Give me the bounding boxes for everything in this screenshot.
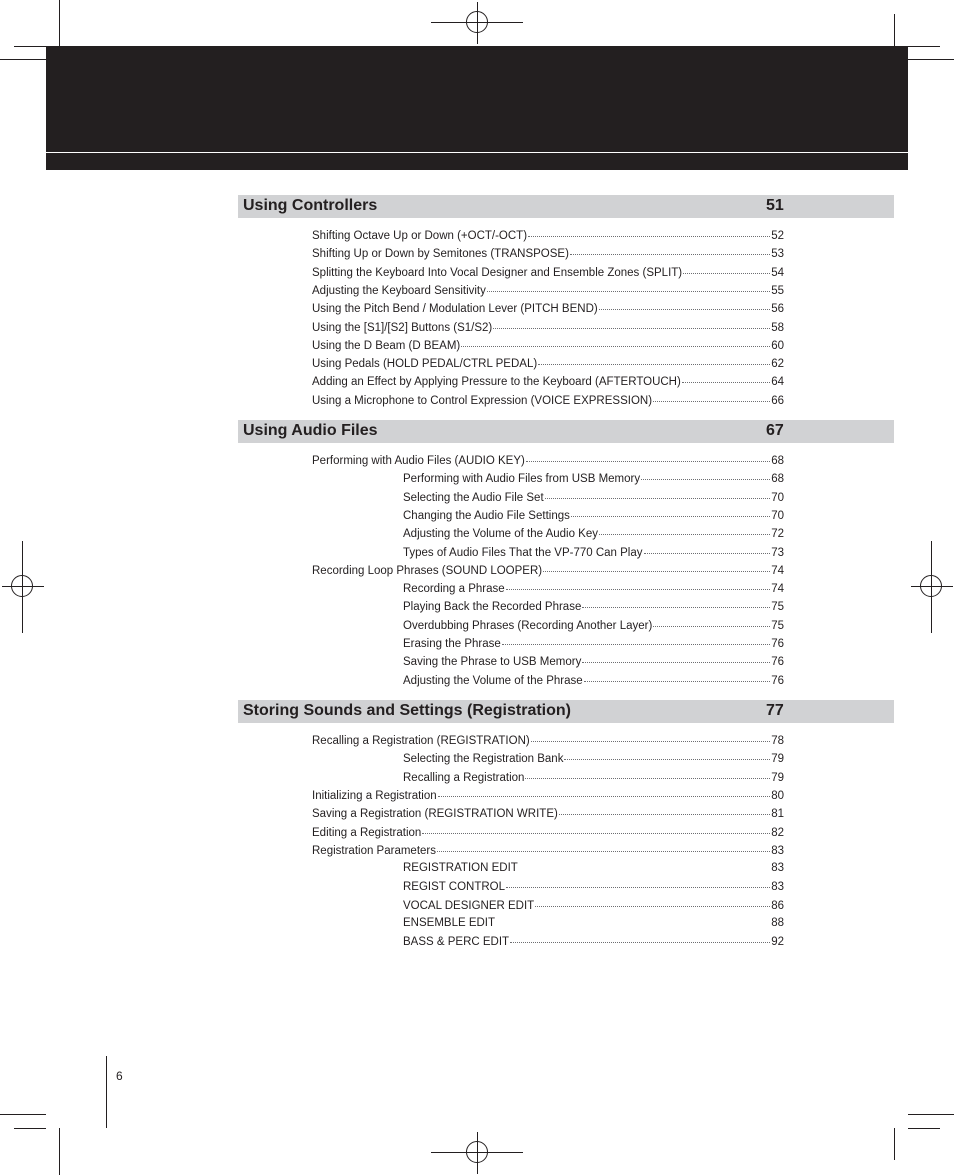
dot-leader — [496, 914, 770, 924]
toc-entry-title: Erasing the Phrase — [403, 638, 501, 650]
toc-entry[interactable] — [0, 374, 954, 392]
toc-entry-title: Using Pedals (HOLD PEDAL/CTRL PEDAL) — [312, 358, 538, 371]
banner-stripe — [46, 152, 908, 153]
toc-entry-title: Playing Back the Recorded Phrase — [403, 601, 582, 614]
toc-entry-row — [403, 673, 784, 687]
dot-leader — [526, 451, 770, 462]
toc-entry-title: Adjusting the Keyboard Sensitivity — [312, 284, 486, 297]
toc-entry[interactable] — [0, 636, 954, 654]
toc-entry-row — [403, 654, 784, 668]
toc-entry[interactable] — [0, 879, 954, 897]
toc-entry-page: 72 — [771, 528, 784, 541]
toc-entry-row — [312, 393, 784, 407]
toc-entry-page: 80 — [771, 789, 784, 802]
toc-entry-row — [312, 246, 784, 260]
toc-entry-page: 52 — [771, 230, 784, 242]
toc-entry-row — [403, 751, 784, 765]
toc-entry-row — [312, 320, 784, 334]
toc-entry-row — [312, 265, 784, 279]
toc-entry-row — [403, 471, 784, 485]
toc-entry[interactable] — [0, 526, 954, 544]
toc-entry-row — [312, 301, 784, 315]
dot-leader — [599, 524, 770, 535]
toc-entry-title: Adjusting the Volume of the Audio Key — [403, 528, 598, 541]
toc-entry-page: 76 — [771, 656, 784, 669]
dot-leader — [545, 488, 771, 499]
toc-entry[interactable] — [0, 898, 954, 916]
toc-entry-title: Recalling a Registration — [403, 771, 525, 784]
dot-leader — [543, 561, 770, 572]
section-header — [238, 195, 894, 218]
toc-entry-title: Shifting Up or Down by Semitones (TRANSPOSE) — [312, 248, 569, 261]
dot-leader — [506, 877, 770, 888]
toc-entry[interactable] — [0, 563, 954, 581]
section-page-number: 51 — [766, 197, 784, 214]
toc-entry-title: Selecting the Registration Bank — [403, 753, 564, 766]
dot-leader — [493, 318, 770, 329]
toc-entry-row — [312, 733, 784, 747]
toc-entry-page: 83 — [771, 844, 784, 857]
dot-leader — [599, 299, 771, 310]
dot-leader — [422, 823, 770, 834]
toc-entry-title: Recording Loop Phrases (SOUND LOOPER) — [312, 564, 543, 577]
page-number: 6 — [116, 1069, 123, 1083]
toc-entry-title: Registration Parameters — [312, 844, 436, 857]
toc-entry[interactable] — [0, 490, 954, 508]
toc-entry-page: 70 — [771, 509, 784, 522]
toc-entry-title: Editing a Registration — [312, 826, 422, 839]
toc-entry[interactable] — [0, 788, 954, 806]
toc-entry-title: Types of Audio Files That the VP-770 Can Play — [403, 546, 643, 559]
dot-leader — [582, 652, 770, 663]
toc-entry-page: 82 — [771, 826, 784, 839]
toc-entry-title: Shifting Octave Up or Down (+OCT/-OCT) — [312, 230, 528, 242]
dot-leader — [438, 786, 771, 797]
toc-entry-page: 58 — [771, 321, 784, 334]
toc-entry-row — [403, 934, 784, 948]
dot-leader — [502, 634, 770, 645]
toc-entry-row — [312, 453, 784, 467]
toc-entry-title: Recalling a Registration (REGISTRATION) — [312, 735, 530, 747]
toc-entry-row — [312, 825, 784, 839]
toc-entry[interactable] — [0, 916, 954, 934]
toc-entry-title: Recording a Phrase — [403, 583, 505, 596]
toc-entry-row — [312, 563, 784, 577]
toc-entry-title: Adding an Effect by Applying Pressure to the Keyboard (AFTERTOUCH) — [312, 376, 681, 389]
dot-leader — [644, 543, 771, 554]
toc-entry-page: 86 — [771, 899, 784, 912]
toc-entry-title: Selecting the Audio File Set — [403, 491, 544, 504]
toc-entry-title: Performing with Audio Files from USB Memory — [403, 473, 641, 486]
toc-entry-page: 56 — [771, 303, 784, 316]
toc-entry-page: 76 — [771, 674, 784, 687]
toc-entry-page: 78 — [771, 735, 784, 747]
toc-entry-title: Performing with Audio Files (AUDIO KEY) — [312, 455, 525, 467]
toc-entry-row — [403, 599, 784, 613]
dot-leader — [653, 616, 770, 627]
toc-entry-title: BASS & PERC EDIT — [403, 936, 510, 949]
toc-entry[interactable] — [0, 320, 954, 338]
toc-entry-row — [312, 338, 784, 352]
toc-entry[interactable] — [0, 356, 954, 374]
toc-entry[interactable] — [0, 861, 954, 879]
dot-leader — [571, 506, 770, 517]
toc-entry[interactable] — [0, 283, 954, 301]
dot-leader — [528, 226, 770, 237]
dot-leader — [682, 372, 770, 383]
section-title: Using Audio Files — [243, 422, 378, 439]
toc-entry-title: Using the [S1]/[S2] Buttons (S1/S2) — [312, 321, 493, 334]
toc-entry-page: 75 — [771, 619, 784, 632]
section-title: Using Controllers — [243, 197, 378, 214]
toc-entry[interactable] — [0, 934, 954, 952]
toc-entry-page: 79 — [771, 753, 784, 766]
toc-entry-row — [312, 356, 784, 370]
toc-entry-row — [403, 898, 784, 912]
toc-entry-row — [403, 490, 784, 504]
toc-entry-page: 79 — [771, 771, 784, 784]
toc-entry[interactable] — [0, 471, 954, 489]
dot-leader — [653, 391, 770, 402]
toc-entry-page: 73 — [771, 546, 784, 559]
toc-entry-title: Overdubbing Phrases (Recording Another Layer) — [403, 619, 653, 632]
dot-leader — [641, 469, 770, 480]
toc-entry-row — [403, 508, 784, 522]
toc-entry[interactable] — [0, 673, 954, 691]
toc-entry-page: 53 — [771, 248, 784, 261]
dot-leader — [582, 597, 770, 608]
toc-entry-page: 74 — [771, 583, 784, 596]
dot-leader — [683, 263, 770, 274]
toc-entry-page: 60 — [771, 339, 784, 352]
toc-entry-row — [403, 770, 784, 784]
toc-entry-page: 68 — [771, 473, 784, 486]
toc-entry-row — [403, 916, 784, 929]
toc-entry-title: Using the Pitch Bend / Modulation Lever (PITCH BEND) — [312, 303, 598, 316]
toc-entry-page: 76 — [771, 638, 784, 650]
toc-entry[interactable] — [0, 599, 954, 617]
toc-entry-row — [312, 283, 784, 297]
toc-entry[interactable] — [0, 618, 954, 636]
dot-leader — [461, 336, 770, 347]
dot-leader — [559, 804, 770, 815]
dot-leader — [487, 281, 770, 292]
toc-entry[interactable] — [0, 806, 954, 824]
toc-entry-title: Changing the Audio File Settings — [403, 509, 570, 522]
toc-entry[interactable] — [0, 545, 954, 563]
toc-entry-page: 83 — [771, 881, 784, 894]
dot-leader — [525, 768, 770, 779]
toc-entry-page: 68 — [771, 455, 784, 467]
toc-entry[interactable] — [0, 265, 954, 283]
section-header — [238, 420, 894, 443]
dot-leader — [506, 579, 771, 590]
toc-entry-row — [312, 228, 784, 242]
toc-entry[interactable] — [0, 751, 954, 769]
section-page-number: 77 — [766, 702, 784, 719]
toc-entry-title: Adjusting the Volume of the Phrase — [403, 674, 583, 687]
toc-entry-title: Splitting the Keyboard Into Vocal Designer and Ensemble Zones (SPLIT) — [312, 266, 683, 279]
toc-entry[interactable] — [0, 508, 954, 526]
toc-entry-title: Using a Microphone to Control Expression (VOICE EXPRESSION) — [312, 394, 653, 407]
toc-entry-row — [403, 526, 784, 540]
toc-entry-title: Saving a Registration (REGISTRATION WRITE) — [312, 808, 558, 821]
dot-leader — [510, 932, 770, 943]
toc-entry[interactable] — [0, 654, 954, 672]
toc-entry-title: Using the D Beam (D BEAM) — [312, 339, 461, 352]
toc-entry-page: 70 — [771, 491, 784, 504]
toc-entry[interactable] — [0, 393, 954, 411]
toc-entry-page: 62 — [771, 358, 784, 371]
dot-leader — [437, 841, 770, 852]
toc-entry-title: ENSEMBLE EDIT — [403, 917, 496, 929]
toc-entry[interactable] — [0, 453, 954, 471]
toc-entry[interactable] — [0, 246, 954, 264]
toc-entry-row — [403, 545, 784, 559]
toc-entry[interactable] — [0, 770, 954, 788]
header-banner — [46, 46, 908, 170]
toc-entry[interactable] — [0, 301, 954, 319]
section-header — [238, 700, 894, 723]
toc-entry-page: 75 — [771, 601, 784, 614]
toc-entry-row — [403, 861, 784, 874]
toc-entry-page: 64 — [771, 376, 784, 389]
dot-leader — [584, 671, 771, 682]
toc-entry[interactable] — [0, 733, 954, 751]
dot-leader — [519, 859, 770, 869]
toc-entry-page: 54 — [771, 266, 784, 279]
toc-entry-row — [312, 806, 784, 820]
toc-entry-page: 74 — [771, 564, 784, 577]
toc-entry-row — [403, 879, 784, 893]
toc-entry[interactable] — [0, 228, 954, 246]
toc-entry-page: 81 — [771, 808, 784, 821]
dot-leader — [570, 244, 770, 255]
toc-entry[interactable] — [0, 825, 954, 843]
toc-entry-title: Saving the Phrase to USB Memory — [403, 656, 582, 669]
dot-leader — [535, 896, 770, 907]
toc-entry-title: VOCAL DESIGNER EDIT — [403, 899, 535, 912]
toc-entry-page: 88 — [771, 917, 784, 929]
section-title: Storing Sounds and Settings (Registration) — [243, 702, 571, 719]
toc-entry-row — [403, 581, 784, 595]
dot-leader — [564, 749, 770, 760]
toc-entry-title: Initializing a Registration — [312, 789, 437, 802]
section-page-number: 67 — [766, 422, 784, 439]
toc-entry-page: 92 — [771, 936, 784, 949]
toc-entry[interactable] — [0, 581, 954, 599]
toc-entry-row — [403, 636, 784, 650]
toc-entry-row — [403, 618, 784, 632]
toc-entry-title: REGISTRATION EDIT — [403, 862, 518, 875]
toc-entry[interactable] — [0, 338, 954, 356]
toc-entry-page: 55 — [771, 284, 784, 297]
toc-entry-row — [312, 374, 784, 388]
toc-entry-page: 83 — [771, 862, 784, 875]
toc-entry-page: 66 — [771, 394, 784, 407]
toc-entry[interactable] — [0, 843, 954, 861]
dot-leader — [538, 354, 770, 365]
toc-entry-row — [312, 843, 784, 857]
toc-entry-row — [312, 788, 784, 802]
toc-entry-title: REGIST CONTROL — [403, 881, 506, 894]
dot-leader — [531, 731, 770, 742]
